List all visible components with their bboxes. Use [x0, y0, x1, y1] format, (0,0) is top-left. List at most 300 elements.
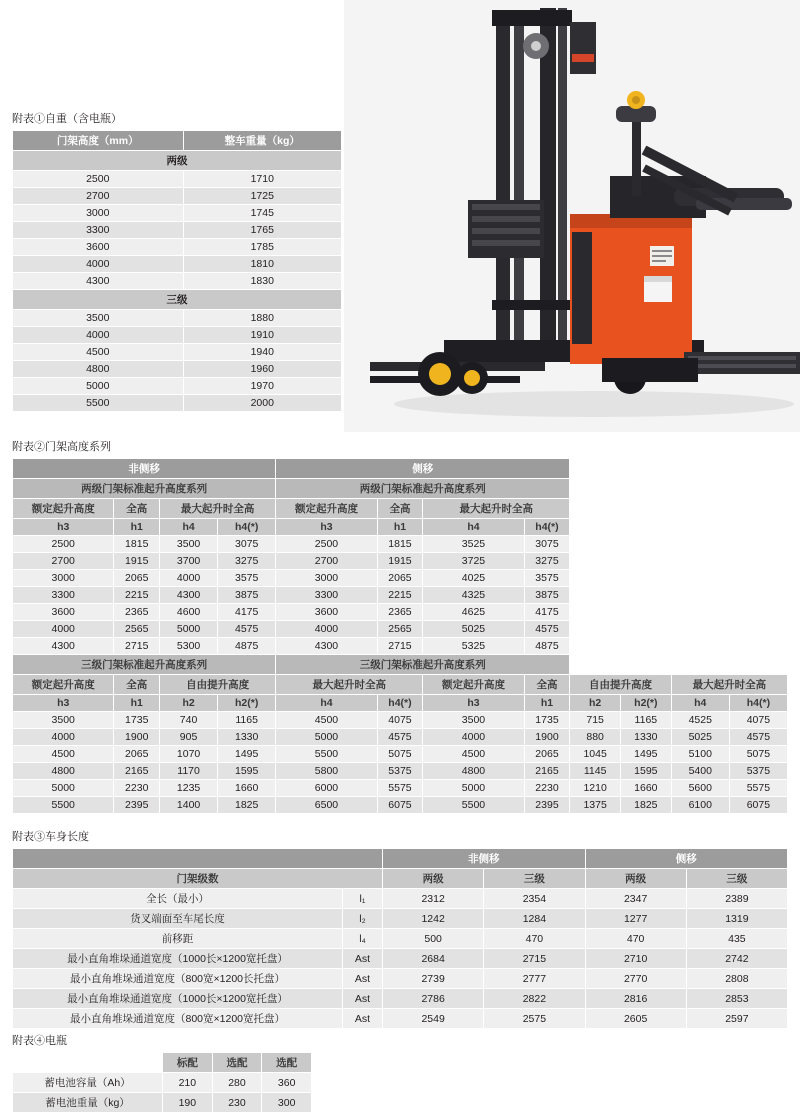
table2-cell: 5375 [729, 763, 787, 780]
table2-cell: 2500 [13, 536, 114, 553]
table1-cell: 1910 [183, 327, 341, 344]
table2-cell: 5100 [671, 746, 729, 763]
table3-cell: 2808 [686, 969, 787, 989]
table2-cell: 4525 [671, 712, 729, 729]
table2-cell: 4575 [524, 621, 570, 638]
table2-code-cell: h4 [671, 695, 729, 712]
table2-cell: 4600 [160, 604, 218, 621]
table2-cell: 3500 [13, 712, 114, 729]
table2-cell: 3725 [423, 553, 524, 570]
table1-cell: 5500 [13, 395, 184, 412]
table2-cell: 1825 [218, 797, 276, 814]
table2-cell: 5000 [13, 780, 114, 797]
table2-colname-row [13, 499, 788, 519]
table2-colname-row [13, 675, 788, 695]
table2-cell: 3700 [160, 553, 218, 570]
table3-row-symbol: Ast [343, 1009, 383, 1029]
table3-cell: 2684 [383, 949, 484, 969]
table2-cell: 3300 [276, 587, 377, 604]
table2-cell: 3600 [276, 604, 377, 621]
table2-cell: 5800 [276, 763, 377, 780]
table2-col-overall-height: 全高 [524, 675, 570, 695]
table2-col-max-lift-height: 最大起升时全高 [671, 675, 787, 695]
table3-cell: 2710 [585, 949, 686, 969]
table2-cell: 4000 [13, 621, 114, 638]
table-row [13, 729, 788, 746]
table4-row-label: 蓄电池重量（kg） [13, 1093, 163, 1113]
table4-header-row [13, 1053, 312, 1073]
table2-cell: 1400 [160, 797, 218, 814]
table2-col-free-lift: 自由提升高度 [160, 675, 276, 695]
table2-cell: 5000 [423, 780, 524, 797]
table1-cell: 2500 [13, 171, 184, 188]
table2-cell: 2395 [524, 797, 570, 814]
table2-code-cell: h4(*) [729, 695, 787, 712]
table4-corner [13, 1053, 163, 1073]
table2-cell: 4325 [423, 587, 524, 604]
table2-cell: 4300 [13, 638, 114, 655]
table2-cell: 1330 [620, 729, 671, 746]
table2-col-rated-lift: 额定起升高度 [276, 499, 377, 519]
table2-code-cell: h2(*) [620, 695, 671, 712]
table2-cell: 1495 [218, 746, 276, 763]
table3-corner [13, 849, 383, 869]
table2-twostage-right-title: 两级门架标准起升高度系列 [276, 479, 570, 499]
table3-row-label-header: 门架级数 [13, 869, 383, 889]
table1-cell: 3600 [13, 239, 184, 256]
table2-cell: 5375 [377, 763, 423, 780]
table2-cell: 3075 [524, 536, 570, 553]
table1-cell: 1725 [183, 188, 341, 205]
table2-code-cell: h4(*) [377, 695, 423, 712]
table2-col-max-lift-height: 最大起升时全高 [160, 499, 276, 519]
table-row [13, 797, 788, 814]
table3-cell: 435 [686, 929, 787, 949]
table-row [13, 1093, 312, 1113]
table-row [13, 889, 788, 909]
table2-cell: 1495 [620, 746, 671, 763]
table1-cell: 4000 [13, 256, 184, 273]
table2-code-cell: h4 [423, 519, 524, 536]
table2-code-cell: h1 [114, 695, 160, 712]
table3-cell: 1284 [484, 909, 585, 929]
table1-cell: 1785 [183, 239, 341, 256]
table3-row-label: 最小直角堆垛通道宽度（1000长×1200宽托盘） [13, 949, 343, 969]
table2-cell: 3000 [276, 570, 377, 587]
table2-cell: 4800 [13, 763, 114, 780]
table2-cell: 6100 [671, 797, 729, 814]
table2-cell: 4800 [423, 763, 524, 780]
table1-column-header: 门架高度（mm） [13, 131, 184, 151]
table1-cell: 3000 [13, 205, 184, 222]
table2-cell: 2365 [377, 604, 423, 621]
table3-cell: 2605 [585, 1009, 686, 1029]
table2-cell: 2715 [377, 638, 423, 655]
table2-cell: 3575 [218, 570, 276, 587]
table4-cell: 230 [212, 1093, 262, 1113]
table-row [13, 273, 342, 290]
table2-col-overall-height: 全高 [377, 499, 423, 519]
table2-cell: 3275 [218, 553, 276, 570]
table1-cell: 1960 [183, 361, 341, 378]
table2-code-cell: h1 [524, 695, 570, 712]
table3-row-symbol: Ast [343, 949, 383, 969]
table3-cell: 2575 [484, 1009, 585, 1029]
table2-cell: 4300 [276, 638, 377, 655]
table3-cell: 2853 [686, 989, 787, 1009]
table2-cell: 3600 [13, 604, 114, 621]
table3-cell: 1319 [686, 909, 787, 929]
table3-body-length [12, 848, 788, 1029]
table3-group-row [13, 849, 788, 869]
table2-cell: 1070 [160, 746, 218, 763]
table2-cell: 4000 [276, 621, 377, 638]
table2-cell: 1815 [114, 536, 160, 553]
table2-cell: 1595 [218, 763, 276, 780]
table1-cell: 5000 [13, 378, 184, 395]
table1-cell: 1810 [183, 256, 341, 273]
table3-row-label: 全长（最小） [13, 889, 343, 909]
table3-cell: 2742 [686, 949, 787, 969]
table2-cell: 2165 [524, 763, 570, 780]
table-row [13, 536, 788, 553]
table2-cell: 880 [570, 729, 621, 746]
table-row [13, 256, 342, 273]
table2-cell: 1915 [377, 553, 423, 570]
table2-cell: 3875 [218, 587, 276, 604]
table-row [13, 712, 788, 729]
table2-cell: 4500 [423, 746, 524, 763]
table2-cell: 4875 [218, 638, 276, 655]
table4-cell: 280 [212, 1073, 262, 1093]
table2-group-left: 非侧移 [13, 459, 276, 479]
table3-stage-header: 三级 [484, 869, 585, 889]
table2-cell: 3075 [218, 536, 276, 553]
table-row [13, 327, 342, 344]
table3-title: 附表③车身长度 [12, 831, 89, 843]
table3-row-label: 货叉端面至车尾长度 [13, 909, 343, 929]
table-row [13, 604, 788, 621]
table2-title: 附表②门架高度系列 [12, 441, 111, 453]
table2-code-cell: h1 [377, 519, 423, 536]
table1-cell: 1880 [183, 310, 341, 327]
table2-cell: 4000 [423, 729, 524, 746]
table2-cell: 2230 [524, 780, 570, 797]
table2-code-cell: h3 [276, 519, 377, 536]
table-row [13, 780, 788, 797]
table2-cell: 2165 [114, 763, 160, 780]
table2-cell: 3000 [13, 570, 114, 587]
table-row [13, 171, 342, 188]
table2-cell: 3275 [524, 553, 570, 570]
table2-code-cell: h4 [276, 695, 377, 712]
table2-cell: 6000 [276, 780, 377, 797]
table2-cell: 1595 [620, 763, 671, 780]
table2-cell: 2565 [377, 621, 423, 638]
table3-row-symbol: l₂ [343, 909, 383, 929]
table3-cell: 2715 [484, 949, 585, 969]
table-row [13, 1073, 312, 1093]
table3-cell: 2312 [383, 889, 484, 909]
table3-row-label: 前移距 [13, 929, 343, 949]
table2-cell: 3500 [423, 712, 524, 729]
table2-cell: 4000 [13, 729, 114, 746]
table2-cell: 6500 [276, 797, 377, 814]
table3-cell: 2822 [484, 989, 585, 1009]
table4-block [12, 1032, 312, 1113]
table-row [13, 310, 342, 327]
table2-cell: 3300 [13, 587, 114, 604]
table1-cell: 3500 [13, 310, 184, 327]
table2-col-overall-height: 全高 [114, 675, 160, 695]
table2-code-row [13, 519, 788, 536]
table-row [13, 188, 342, 205]
table1-title: 附表①自重（含电瓶） [12, 113, 122, 125]
table2-cell: 1165 [218, 712, 276, 729]
table2-cell: 4000 [160, 570, 218, 587]
table2-subgroup-row [13, 655, 788, 675]
table3-stage-header: 三级 [686, 869, 787, 889]
table2-code-cell: h3 [13, 519, 114, 536]
table1-cell: 1830 [183, 273, 341, 290]
table1-group-row [13, 290, 342, 310]
table4-cell: 190 [163, 1093, 213, 1113]
table2-cell: 5500 [13, 797, 114, 814]
table-row [13, 361, 342, 378]
table2-cell: 5575 [729, 780, 787, 797]
table3-row-label: 最小直角堆垛通道宽度（800宽×1200长托盘） [13, 969, 343, 989]
table2-cell: 6075 [729, 797, 787, 814]
table2-cell: 1735 [524, 712, 570, 729]
table2-cell: 4625 [423, 604, 524, 621]
table3-row-symbol: l₄ [343, 929, 383, 949]
table2-cell: 1900 [524, 729, 570, 746]
table3-cell: 470 [484, 929, 585, 949]
table2-cell: 1145 [570, 763, 621, 780]
table3-stage-header: 两级 [585, 869, 686, 889]
table2-threestage-left-title: 三级门架标准起升高度系列 [13, 655, 276, 675]
table2-code-cell: h2 [160, 695, 218, 712]
table-row [13, 587, 788, 604]
table2-cell: 2700 [276, 553, 377, 570]
table1-cell: 1765 [183, 222, 341, 239]
table4-row-label: 蓄电池容量（Ah） [13, 1073, 163, 1093]
table-row [13, 621, 788, 638]
table2-cell: 5000 [160, 621, 218, 638]
table2-cell: 5075 [377, 746, 423, 763]
table2-cell: 2715 [114, 638, 160, 655]
table3-cell: 2347 [585, 889, 686, 909]
table2-cell: 4025 [423, 570, 524, 587]
table3-row-symbol: Ast [343, 989, 383, 1009]
table2-cell: 4500 [13, 746, 114, 763]
table1-group-label: 两级 [13, 151, 342, 171]
table2-cell: 2065 [114, 570, 160, 587]
table1-cell: 2000 [183, 395, 341, 412]
table1-cell: 4800 [13, 361, 184, 378]
table2-code-cell: h3 [423, 695, 524, 712]
table2-cell: 1045 [570, 746, 621, 763]
table-row [13, 222, 342, 239]
table4-column-header: 标配 [163, 1053, 213, 1073]
table3-row-symbol: l₁ [343, 889, 383, 909]
table2-cell: 4300 [160, 587, 218, 604]
table3-cell: 1277 [585, 909, 686, 929]
table2-cell: 1660 [218, 780, 276, 797]
table2-cell: 5575 [377, 780, 423, 797]
table2-cell: 2065 [524, 746, 570, 763]
table-row [13, 570, 788, 587]
table-row [13, 989, 788, 1009]
table2-twostage-left-title: 两级门架标准起升高度系列 [13, 479, 276, 499]
table2-cell: 4075 [377, 712, 423, 729]
table1-cell: 1710 [183, 171, 341, 188]
table3-stage-header: 两级 [383, 869, 484, 889]
table2-code-row [13, 695, 788, 712]
table3-colname-row [13, 869, 788, 889]
table-row [13, 746, 788, 763]
table2-cell: 2565 [114, 621, 160, 638]
table3-cell: 2549 [383, 1009, 484, 1029]
table3-cell: 470 [585, 929, 686, 949]
table2-cell: 1815 [377, 536, 423, 553]
table2-group-row [13, 459, 788, 479]
table-row [13, 969, 788, 989]
table1-cell: 3300 [13, 222, 184, 239]
table2-cell: 4575 [729, 729, 787, 746]
table2-col-rated-lift: 额定起升高度 [13, 675, 114, 695]
table2-cell: 5075 [729, 746, 787, 763]
table2-cell: 1825 [620, 797, 671, 814]
table1-cell: 4300 [13, 273, 184, 290]
table2-cell: 1330 [218, 729, 276, 746]
table3-row-symbol: Ast [343, 969, 383, 989]
table2-cell: 1170 [160, 763, 218, 780]
table4-column-header: 选配 [212, 1053, 262, 1073]
table3-cell: 2777 [484, 969, 585, 989]
table1-block [12, 110, 342, 412]
table-row [13, 638, 788, 655]
table2-mast-height-series [12, 458, 788, 814]
table2-cell: 1165 [620, 712, 671, 729]
table1-cell: 4500 [13, 344, 184, 361]
table3-group-right: 侧移 [585, 849, 788, 869]
table2-cell: 1735 [114, 712, 160, 729]
table-row [13, 763, 788, 780]
table2-col-max-lift-height: 最大起升时全高 [423, 499, 570, 519]
table3-cell: 1242 [383, 909, 484, 929]
table2-cell: 3875 [524, 587, 570, 604]
table2-cell: 5500 [276, 746, 377, 763]
table2-col-overall-height: 全高 [114, 499, 160, 519]
table2-cell: 2700 [13, 553, 114, 570]
table2-col-rated-lift: 额定起升高度 [423, 675, 524, 695]
table1-cell: 2700 [13, 188, 184, 205]
table2-cell: 5400 [671, 763, 729, 780]
table4-cell: 210 [163, 1073, 213, 1093]
table4-cell: 300 [262, 1093, 312, 1113]
table2-cell: 3575 [524, 570, 570, 587]
table2-cell: 1900 [114, 729, 160, 746]
table2-cell: 4575 [218, 621, 276, 638]
table-row [13, 949, 788, 969]
table3-cell: 2770 [585, 969, 686, 989]
table2-cell: 2365 [114, 604, 160, 621]
table2-col-max-lift-height: 最大起升时全高 [276, 675, 423, 695]
table1-column-header: 整车重量（kg） [183, 131, 341, 151]
table1-header-row [13, 131, 342, 151]
table1-group-row [13, 151, 342, 171]
table3-group-left: 非侧移 [383, 849, 586, 869]
table-row [13, 395, 342, 412]
table2-cell: 1235 [160, 780, 218, 797]
table4-battery [12, 1052, 312, 1113]
table2-code-cell: h3 [13, 695, 114, 712]
table2-code-cell: h4 [160, 519, 218, 536]
table-row [13, 553, 788, 570]
table2-cell: 5600 [671, 780, 729, 797]
table2-cell: 4875 [524, 638, 570, 655]
table2-col-free-lift: 自由提升高度 [570, 675, 671, 695]
table-row [13, 378, 342, 395]
table2-cell: 3525 [423, 536, 524, 553]
table-row [13, 909, 788, 929]
table2-col-rated-lift: 额定起升高度 [13, 499, 114, 519]
table3-block [12, 828, 788, 1029]
table3-row-label: 最小直角堆垛通道宽度（1000长×1200宽托盘） [13, 989, 343, 1009]
reach-truck-photo [344, 0, 800, 432]
table3-cell: 2597 [686, 1009, 787, 1029]
table2-code-cell: h4(*) [218, 519, 276, 536]
table2-cell: 1660 [620, 780, 671, 797]
table3-cell: 2816 [585, 989, 686, 1009]
table2-cell: 2395 [114, 797, 160, 814]
table2-cell: 4175 [524, 604, 570, 621]
table2-cell: 4500 [276, 712, 377, 729]
table2-cell: 5025 [423, 621, 524, 638]
table2-cell: 2215 [114, 587, 160, 604]
table-row [13, 1009, 788, 1029]
table2-cell: 1210 [570, 780, 621, 797]
table2-cell: 1375 [570, 797, 621, 814]
table2-threestage-right-title: 三级门架标准起升高度系列 [276, 655, 570, 675]
table3-cell: 500 [383, 929, 484, 949]
table4-column-header: 选配 [262, 1053, 312, 1073]
table2-code-cell: h4(*) [524, 519, 570, 536]
table2-cell: 2215 [377, 587, 423, 604]
table2-cell: 2230 [114, 780, 160, 797]
table2-cell: 4575 [377, 729, 423, 746]
table1-cell: 1745 [183, 205, 341, 222]
table3-cell: 2389 [686, 889, 787, 909]
table3-cell: 2739 [383, 969, 484, 989]
table2-cell: 3500 [160, 536, 218, 553]
table2-cell: 740 [160, 712, 218, 729]
table1-group-label: 三级 [13, 290, 342, 310]
table4-cell: 360 [262, 1073, 312, 1093]
table2-cell: 4075 [729, 712, 787, 729]
table2-cell: 4175 [218, 604, 276, 621]
table2-cell: 5000 [276, 729, 377, 746]
table1-cell: 1970 [183, 378, 341, 395]
table2-cell: 2065 [377, 570, 423, 587]
table-row [13, 929, 788, 949]
table2-cell: 5025 [671, 729, 729, 746]
table2-block [12, 438, 788, 814]
table-row [13, 239, 342, 256]
table-row [13, 205, 342, 222]
table2-cell: 2065 [114, 746, 160, 763]
